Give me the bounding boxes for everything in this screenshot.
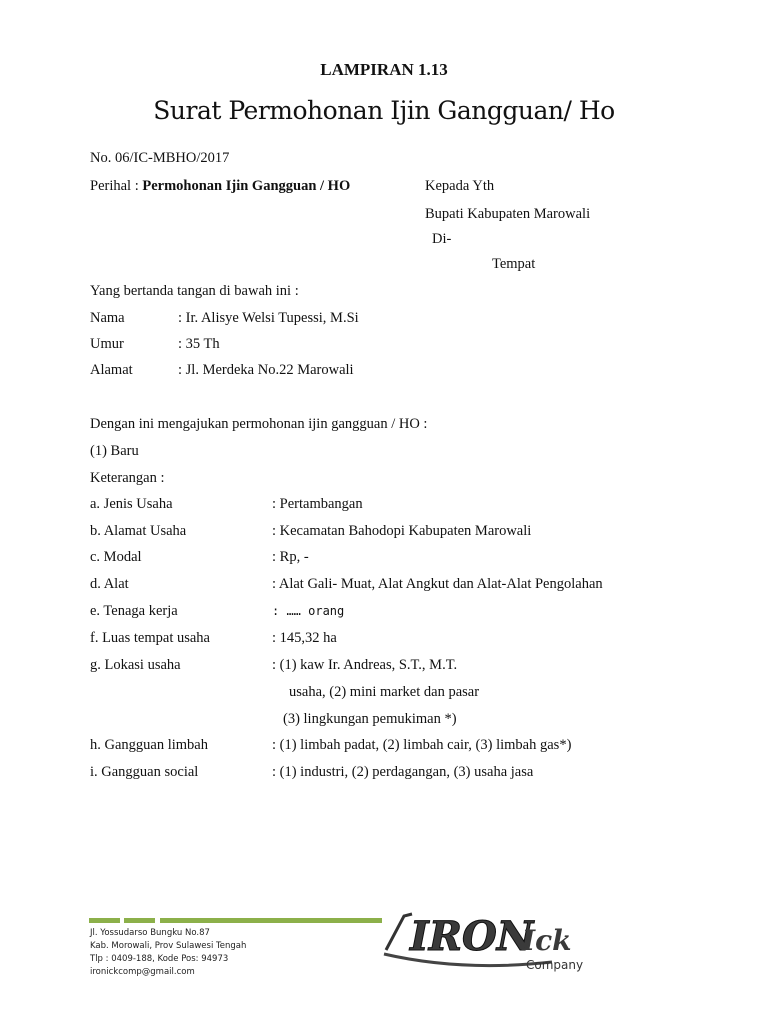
detail-label: i. Gangguan social [90, 764, 199, 780]
detail-value: : Alat Gali- Muat, Alat Angkut dan Alat-Alat Pengolahan [272, 576, 603, 592]
footer-address: Jl. Yossudarso Bungku No.87 [90, 928, 210, 938]
svg-text:IRON: IRON [410, 913, 534, 960]
svg-text:Company: Company [526, 958, 584, 972]
detail-label: c. Modal [90, 549, 142, 565]
identity-label: Alamat [90, 362, 133, 378]
application-type: (1) Baru [90, 443, 139, 459]
footer-address: Kab. Morowali, Prov Sulawesi Tengah [90, 941, 247, 951]
identity-label: Umur [90, 336, 124, 352]
detail-value: : (1) limbah padat, (2) limbah cair, (3) limbah gas*) [272, 737, 572, 753]
detail-label: h. Gangguan limbah [90, 737, 208, 753]
detail-value: : 145,32 ha [272, 630, 337, 646]
detail-value: : Kecamatan Bahodopi Kabupaten Marowali [272, 523, 532, 539]
lampiran-heading: LAMPIRAN 1.13 [320, 60, 448, 79]
detail-label: e. Tenaga kerja [90, 603, 178, 619]
identity-value: : Jl. Merdeka No.22 Marowali [178, 362, 354, 378]
svg-text:Ick: Ick [522, 924, 572, 957]
identity-value: : 35 Th [178, 336, 220, 352]
page-title: Surat Permohonan Ijin Gangguan/ Ho [153, 96, 615, 125]
identity-value: : Ir. Alisye Welsi Tupessi, M.Si [178, 310, 359, 326]
subject-label: Perihal : [90, 178, 139, 194]
detail-label: f. Luas tempat usaha [90, 630, 210, 646]
subject-value: Permohonan Ijin Gangguan / HO [142, 178, 351, 194]
recipient-line: Bupati Kabupaten Marowali [425, 206, 591, 222]
keterangan-label: Keterangan : [90, 470, 165, 486]
detail-label: g. Lokasi usaha [90, 657, 181, 673]
detail-value-continued: (3) lingkungan pemukiman *) [283, 711, 457, 727]
recipient-line: Kepada Yth [425, 178, 495, 194]
footer-accent-bar [124, 918, 155, 923]
company-logo [382, 906, 592, 976]
detail-value: : …… orang [272, 604, 345, 618]
recipient-line: Tempat [492, 256, 536, 272]
detail-value: : (1) industri, (2) perdagangan, (3) usaha jasa [272, 764, 534, 780]
detail-label: a. Jenis Usaha [90, 496, 173, 512]
identity-label: Nama [90, 310, 125, 326]
detail-value: : Rp, - [272, 549, 309, 565]
detail-value: : (1) kaw Ir. Andreas, S.T., M.T. [272, 657, 458, 673]
footer-accent-bar [89, 918, 120, 923]
letter-number: No. 06/IC-MBHO/2017 [90, 150, 230, 166]
detail-label: b. Alamat Usaha [90, 523, 187, 539]
detail-label: d. Alat [90, 576, 129, 592]
statement-text: Dengan ini mengajukan permohonan ijin gangguan / HO : [90, 416, 428, 432]
detail-value: : Pertambangan [272, 496, 363, 512]
recipient-line: Di- [432, 231, 452, 247]
intro-text: Yang bertanda tangan di bawah ini : [90, 283, 299, 299]
footer-phone: Tlp : 0409-188, Kode Pos: 94973 [90, 954, 229, 964]
detail-value-continued: usaha, (2) mini market dan pasar [289, 684, 480, 700]
footer-accent-bar [160, 918, 382, 923]
subject [90, 177, 350, 195]
footer-email: ironickcomp@gmail.com [90, 967, 195, 977]
